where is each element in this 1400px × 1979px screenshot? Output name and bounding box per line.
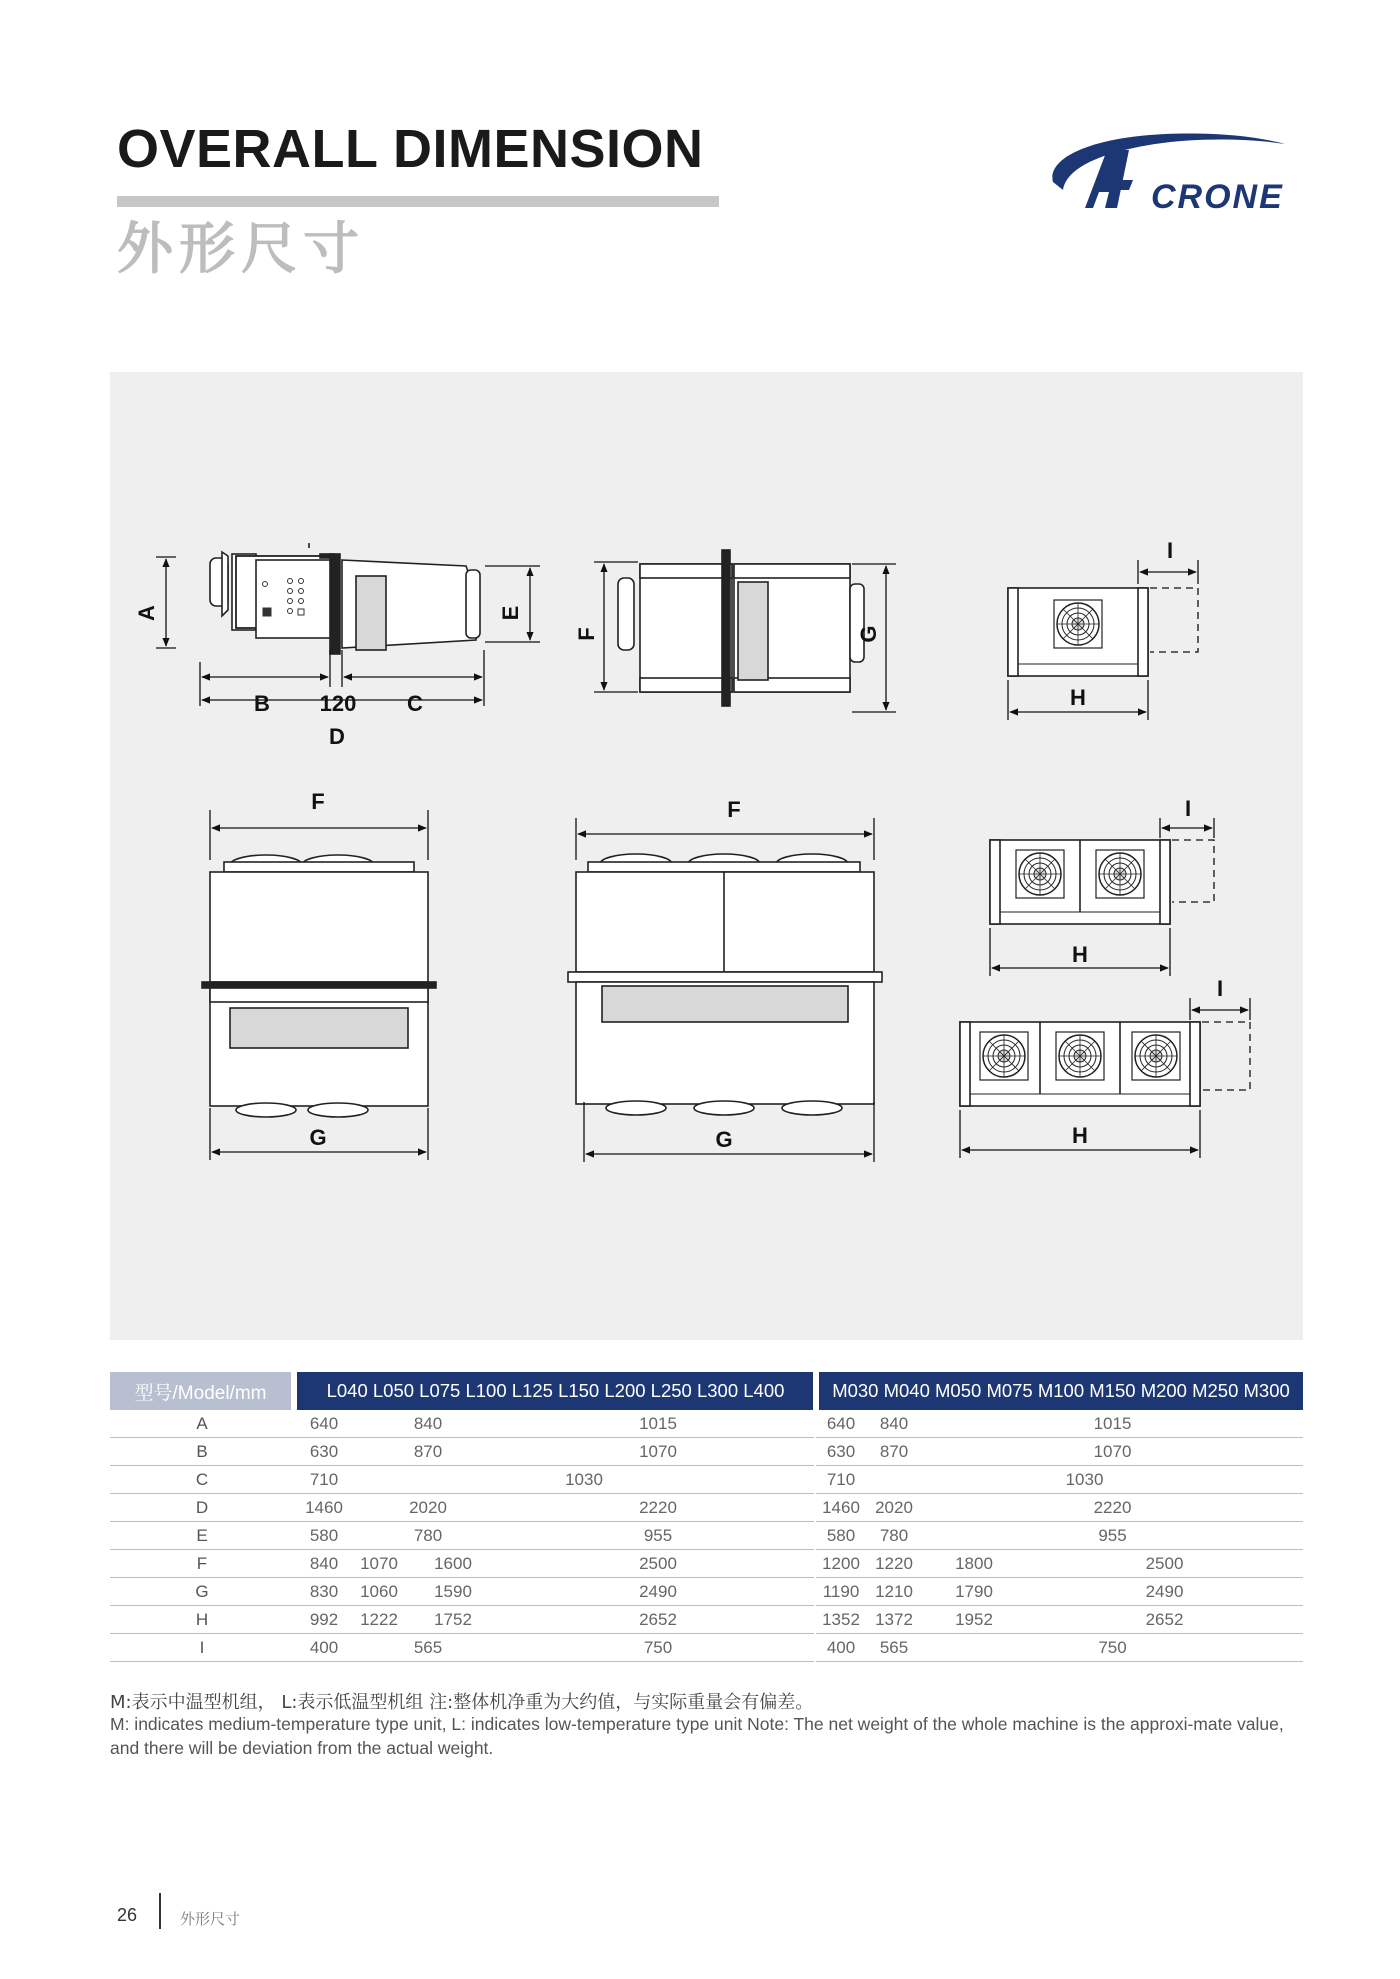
dim-label-e: E — [498, 605, 523, 621]
dim-label-f-3fan: F — [727, 797, 741, 822]
dim-label-120: 120 — [319, 691, 357, 716]
l-series-models: L040 L050 L075 L100 L125 L150 L200 L250 L300 L400 — [294, 1372, 814, 1410]
table-cell: 2652 — [502, 1606, 814, 1634]
table-cell: 870 — [866, 1438, 922, 1466]
row-label: H — [110, 1606, 294, 1634]
table-cell: 780 — [354, 1522, 502, 1550]
dim-label-c: C — [407, 691, 423, 716]
dimension-drawing — [110, 372, 1303, 1340]
table-cell: 2020 — [866, 1494, 922, 1522]
table-row — [110, 1410, 1303, 1438]
table-cell: 2220 — [502, 1494, 814, 1522]
table-row — [110, 1494, 1303, 1522]
table-cell: 1752 — [404, 1606, 502, 1634]
table-cell: 630 — [294, 1438, 354, 1466]
table-cell: 992 — [294, 1606, 354, 1634]
table-header-row — [110, 1372, 1303, 1410]
table-cell: 1460 — [294, 1494, 354, 1522]
table-cell: 955 — [502, 1522, 814, 1550]
dim-label-g-2fan: G — [309, 1125, 327, 1150]
dimension-table — [110, 1372, 1303, 1662]
table-row — [110, 1578, 1303, 1606]
dim-label-i-1: I — [1166, 538, 1174, 563]
dim-label-f-front: F — [574, 627, 599, 641]
row-label: I — [110, 1634, 294, 1662]
table-cell: 580 — [816, 1522, 866, 1550]
row-label: E — [110, 1522, 294, 1550]
table-cell: 565 — [866, 1634, 922, 1662]
dim-label-a: A — [134, 605, 159, 621]
table-cell: 1060 — [354, 1578, 404, 1606]
dim-label-i-2: I — [1184, 796, 1192, 821]
table-cell: 955 — [922, 1522, 1303, 1550]
table-row — [110, 1466, 1303, 1494]
table-cell: 400 — [294, 1634, 354, 1662]
note-chinese: M:表示中温型机组， L:表示低温型机组 注:整体机净重为大约值，与实际重量会有偏差。 — [110, 1692, 814, 1713]
table-cell: 1200 — [816, 1550, 866, 1578]
dimension-drawing-panel — [110, 372, 1303, 1340]
dim-label-i-3: I — [1216, 976, 1224, 1001]
condenser-three-fan — [960, 1022, 1200, 1106]
table-cell: 1460 — [816, 1494, 866, 1522]
table-cell: 580 — [294, 1522, 354, 1550]
table-cell: 2652 — [1026, 1606, 1303, 1634]
table-cell: 1800 — [922, 1550, 1026, 1578]
table-cell: 1190 — [816, 1578, 866, 1606]
table-cell: 1070 — [922, 1438, 1303, 1466]
dim-label-h-3: H — [1072, 1123, 1088, 1148]
note-english: M: indicates medium-temperature type unit, L: indicates low-temperature type unit Note: The net weight of the whole machine is the approxi-mate value, and there will be deviation from the actual weight. — [110, 1714, 1284, 1758]
dim-label-g-3fan: G — [715, 1127, 733, 1152]
table-row — [110, 1438, 1303, 1466]
dim-label-b: B — [254, 691, 270, 716]
dim-label-d: D — [329, 724, 345, 749]
table-cell: 1790 — [922, 1578, 1026, 1606]
table-cell: 1030 — [354, 1466, 814, 1494]
table-cell: 640 — [294, 1410, 354, 1438]
table-cell: 1600 — [404, 1550, 502, 1578]
footer-section-title: 外形尺寸 — [180, 1910, 241, 1928]
dim-label-h-1: H — [1070, 685, 1086, 710]
table-cell: 840 — [866, 1410, 922, 1438]
table-cell: 780 — [866, 1522, 922, 1550]
table-cell: 640 — [816, 1410, 866, 1438]
front-view-unit — [618, 550, 864, 706]
table-cell: 1070 — [354, 1550, 404, 1578]
table-cell: 1015 — [922, 1410, 1303, 1438]
row-label: D — [110, 1494, 294, 1522]
table-cell: 840 — [294, 1550, 354, 1578]
side-view-unit — [210, 543, 480, 654]
table-cell: 1952 — [922, 1606, 1026, 1634]
table-cell: 1590 — [404, 1578, 502, 1606]
table-cell: 1030 — [866, 1466, 1303, 1494]
table-cell: 1015 — [502, 1410, 814, 1438]
table-cell: 2490 — [502, 1578, 814, 1606]
table-cell: 710 — [816, 1466, 866, 1494]
row-label: A — [110, 1410, 294, 1438]
page-subtitle: 外形尺寸 — [117, 217, 365, 282]
logo-text: CRONE — [1151, 178, 1284, 216]
row-label: B — [110, 1438, 294, 1466]
table-cell: 565 — [354, 1634, 502, 1662]
table-cell: 750 — [502, 1634, 814, 1662]
table-cell: 630 — [816, 1438, 866, 1466]
table-cell: 2500 — [502, 1550, 814, 1578]
table-cell: 1372 — [866, 1606, 922, 1634]
table-cell: 1220 — [866, 1550, 922, 1578]
table-cell: 2500 — [1026, 1550, 1303, 1578]
table-row — [110, 1522, 1303, 1550]
footer-divider — [159, 1893, 161, 1929]
table-cell: 2220 — [922, 1494, 1303, 1522]
condenser-single-fan — [1008, 588, 1148, 676]
table-cell: 400 — [816, 1634, 866, 1662]
acrone-logo — [1045, 130, 1307, 216]
table-cell: 870 — [354, 1438, 502, 1466]
row-label: C — [110, 1466, 294, 1494]
table-cell: 2490 — [1026, 1578, 1303, 1606]
table-cell: 1210 — [866, 1578, 922, 1606]
condenser-two-fan — [990, 840, 1170, 924]
table-row — [110, 1634, 1303, 1662]
table-cell: 1352 — [816, 1606, 866, 1634]
dim-label-h-2: H — [1072, 942, 1088, 967]
top-view-two-fan — [202, 855, 436, 1117]
dim-label-g-front: G — [856, 625, 881, 643]
top-view-three-fan — [568, 854, 882, 1115]
table-row — [110, 1550, 1303, 1578]
row-label: G — [110, 1578, 294, 1606]
page-title: OVERALL DIMENSION — [117, 119, 704, 179]
m-series-models: M030 M040 M050 M075 M100 M150 M200 M250 M300 — [816, 1372, 1303, 1410]
model-header-cell: 型号/Model/mm — [110, 1372, 294, 1410]
page-number: 26 — [117, 1905, 138, 1925]
table-cell: 2020 — [354, 1494, 502, 1522]
row-label: F — [110, 1550, 294, 1578]
table-cell: 710 — [294, 1466, 354, 1494]
dim-label-f-2fan: F — [311, 789, 325, 814]
table-cell: 840 — [354, 1410, 502, 1438]
table-cell: 830 — [294, 1578, 354, 1606]
table-cell: 1222 — [354, 1606, 404, 1634]
table-cell: 1070 — [502, 1438, 814, 1466]
table-cell: 750 — [922, 1634, 1303, 1662]
table-row — [110, 1606, 1303, 1634]
title-underline — [117, 196, 719, 207]
